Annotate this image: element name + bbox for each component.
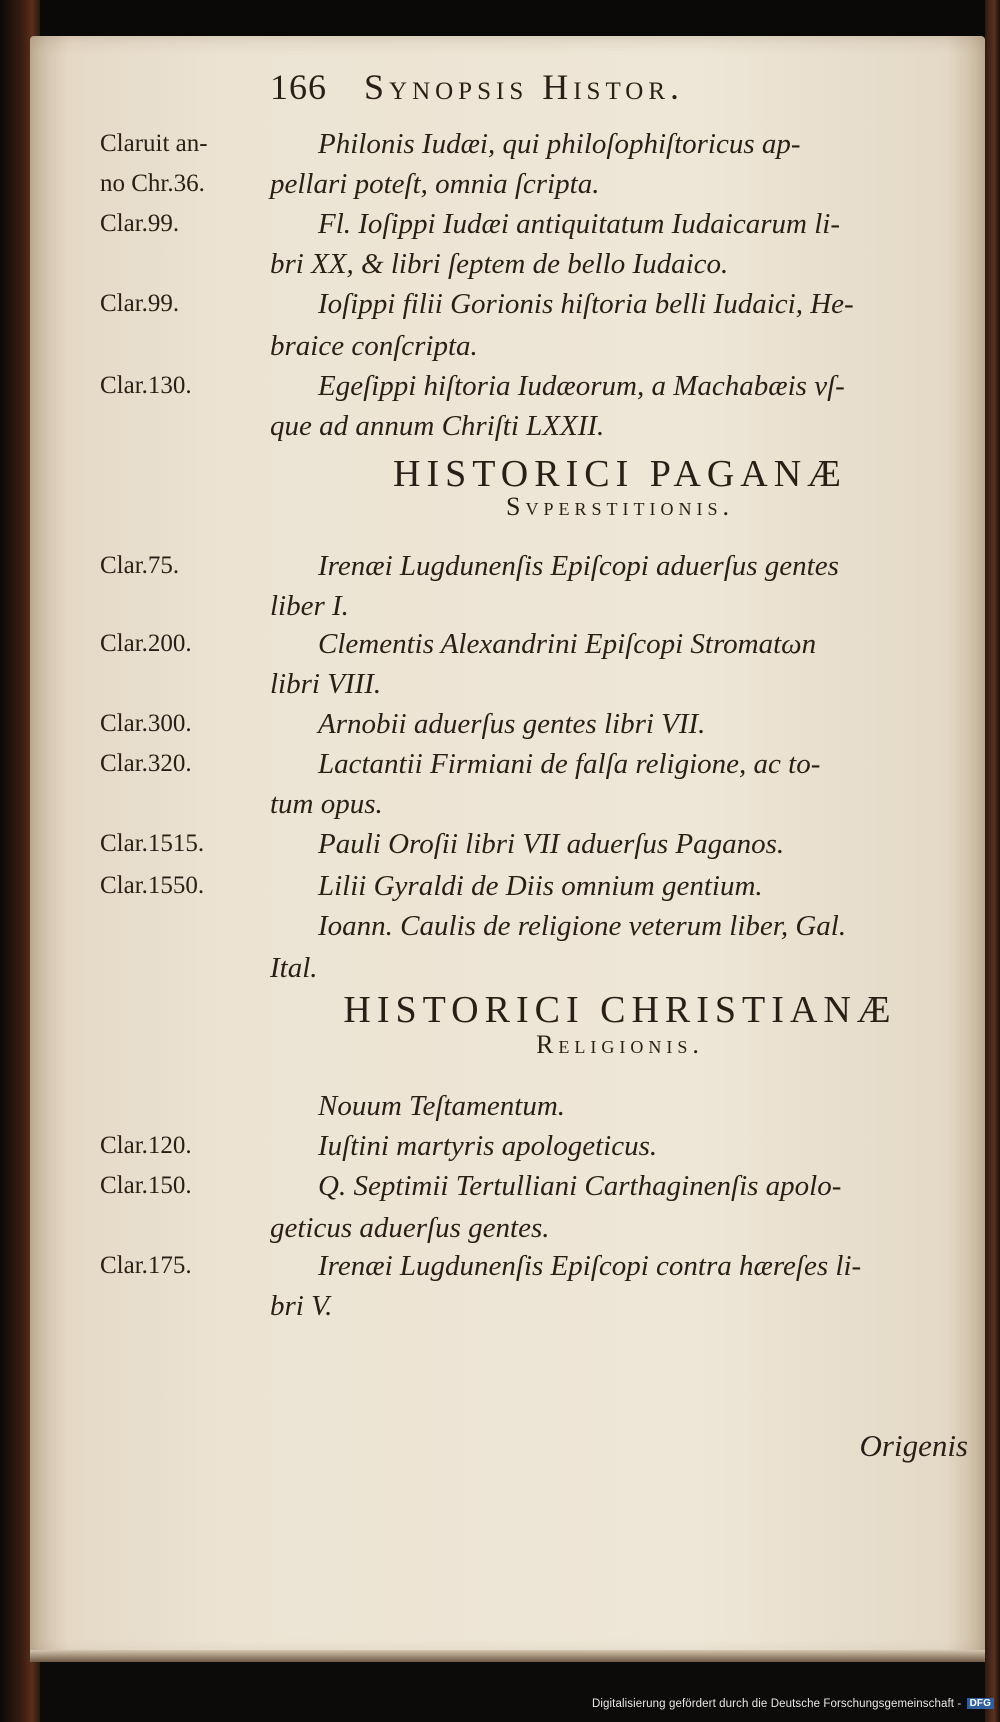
running-header	[270, 66, 684, 108]
page-bottom-edge	[30, 1650, 985, 1662]
entry-line: que ad annum Chriſti LXXII.	[270, 410, 605, 442]
entry-line: libri VIII.	[270, 668, 382, 700]
funding-text: Digitalisierung gefördert durch die Deutsche Forschungsgemeinschaft -	[591, 1698, 962, 1710]
entry-line: Lactantii Firmiani de falſa religione, ac to-	[318, 748, 821, 780]
margin-note: Clar.120.	[100, 1132, 192, 1159]
entry-line: Ioſippi filii Gorionis hiſtoria belli Iudaici, He-	[318, 288, 854, 320]
funding-note	[592, 1698, 994, 1710]
page-number: 166	[270, 67, 327, 107]
entry-line: pellari poteſt, omnia ſcripta.	[270, 168, 600, 200]
running-title: Synopsis Histor.	[364, 67, 684, 107]
entry-line: Fl. Ioſippi Iudæi antiquitatum Iudaicarum li-	[318, 208, 840, 240]
entry-line: braice conſcripta.	[270, 330, 478, 362]
margin-note: Claruit an-	[100, 130, 208, 157]
margin-note: Clar.320.	[100, 750, 192, 777]
margin-note: Clar.1550.	[100, 872, 205, 899]
entry-line: bri V.	[270, 1290, 333, 1322]
entry-line: Irenæi Lugdunenſis Epiſcopi aduerſus gentes	[318, 550, 839, 582]
section-heading: HISTORICI CHRISTIANÆ	[343, 989, 897, 1031]
entry-line: Iuſtini martyris apologeticus.	[318, 1130, 658, 1162]
entry-line: Ioann. Caulis de religione veterum liber, Gal.	[318, 910, 847, 942]
entry-line: Lilii Gyraldi de Diis omnium gentium.	[318, 870, 763, 902]
margin-note: Clar.99.	[100, 210, 180, 237]
entry-line: geticus aduerſus gentes.	[270, 1212, 550, 1244]
entry-line: liber I.	[270, 590, 349, 622]
section-heading: HISTORICI PAGANÆ	[393, 453, 847, 495]
margin-note: Clar.150.	[100, 1172, 192, 1199]
entry-line: Ital.	[270, 952, 318, 984]
entry-line: Clementis Alexandrini Epiſcopi Stromatωn	[318, 628, 817, 660]
background-top	[0, 0, 1000, 36]
margin-note: Clar.175.	[100, 1252, 192, 1279]
entry-line: Irenæi Lugdunenſis Epiſcopi contra hæreſes li-	[318, 1250, 862, 1282]
margin-note: Clar.300.	[100, 710, 192, 737]
entry-line: Q. Septimii Tertulliani Carthaginenſis apolo-	[318, 1170, 842, 1202]
entry-line: Philonis Iudæi, qui philoſophiſtoricus ap-	[318, 128, 801, 160]
catchword: Origenis	[859, 1428, 968, 1463]
entry-line: Nouum Teſtamentum.	[318, 1090, 566, 1122]
entry-line: tum opus.	[270, 788, 383, 820]
dfg-logo: DFG	[967, 1698, 994, 1709]
margin-note: Clar.1515.	[100, 830, 205, 857]
entry-line: bri XX, & libri ſeptem de bello Iudaico.	[270, 248, 729, 280]
margin-note: Clar.75.	[100, 552, 180, 579]
section-subheading: Svperstitionis.	[506, 492, 734, 521]
margin-note: Clar.130.	[100, 372, 192, 399]
book-cover-edge	[985, 0, 1000, 1722]
entry-line: Arnobii aduerſus gentes libri VII.	[318, 708, 706, 740]
entry-line: Pauli Oroſii libri VII aduerſus Paganos.	[318, 828, 785, 860]
entry-line: Egeſippi hiſtoria Iudæorum, a Machabæis vſ-	[318, 370, 845, 402]
margin-note: no Chr.36.	[100, 170, 205, 197]
section-subheading: Religionis.	[536, 1030, 704, 1059]
margin-note: Clar.99.	[100, 290, 180, 317]
margin-note: Clar.200.	[100, 630, 192, 657]
